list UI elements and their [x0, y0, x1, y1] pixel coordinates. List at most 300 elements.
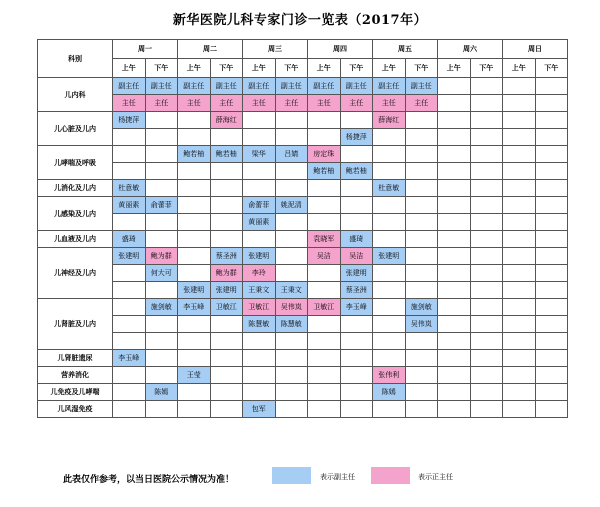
empty-slot-cell — [113, 282, 146, 299]
day-header: 周四 — [308, 40, 373, 59]
empty-slot-cell — [275, 112, 308, 129]
empty-slot-cell — [438, 299, 471, 316]
empty-slot-cell — [113, 265, 146, 282]
legend-chief-label: 表示正主任 — [418, 473, 453, 481]
empty-slot-cell — [178, 129, 211, 146]
schedule-row — [38, 282, 568, 299]
empty-slot-cell — [210, 367, 243, 384]
empty-slot-cell — [535, 197, 568, 214]
empty-slot-cell — [503, 112, 536, 129]
chief-doctor-cell: 李玲 — [243, 265, 276, 282]
empty-slot-cell — [340, 214, 373, 231]
day-header: 周六 — [438, 40, 503, 59]
schedule-row — [38, 146, 568, 163]
schedule-row — [38, 214, 568, 231]
deputy-doctor-cell: 副主任 — [243, 78, 276, 95]
page-title: 新华医院儿科专家门诊一览表（2017年） — [172, 13, 428, 28]
empty-slot-cell — [405, 197, 438, 214]
empty-slot-cell — [535, 350, 568, 367]
empty-slot-cell — [438, 316, 471, 333]
deputy-doctor-cell: 俞蕾菲 — [243, 197, 276, 214]
empty-slot-cell — [373, 146, 406, 163]
deputy-doctor-cell: 副主任 — [210, 78, 243, 95]
empty-slot-cell — [503, 350, 536, 367]
dept-name: 儿血液及儿内 — [38, 231, 113, 248]
empty-slot-cell — [405, 248, 438, 265]
empty-slot-cell — [178, 163, 211, 180]
empty-slot-cell — [535, 214, 568, 231]
schedule-row — [38, 333, 568, 350]
empty-slot-cell — [275, 214, 308, 231]
empty-slot-cell — [210, 401, 243, 418]
empty-slot-cell — [470, 95, 503, 112]
empty-slot-cell — [503, 197, 536, 214]
empty-slot-cell — [503, 282, 536, 299]
morning-header: 上午 — [373, 59, 406, 78]
empty-slot-cell — [178, 316, 211, 333]
empty-slot-cell — [503, 299, 536, 316]
chief-doctor-cell: 吴洁 — [308, 248, 341, 265]
deputy-doctor-cell: 施剑敏 — [405, 299, 438, 316]
empty-slot-cell — [210, 129, 243, 146]
empty-slot-cell — [405, 129, 438, 146]
empty-slot-cell — [275, 231, 308, 248]
empty-slot-cell — [503, 78, 536, 95]
empty-slot-cell — [145, 146, 178, 163]
empty-slot-cell — [178, 333, 211, 350]
schedule-row — [38, 197, 568, 214]
empty-slot-cell — [535, 146, 568, 163]
empty-slot-cell — [470, 214, 503, 231]
deputy-doctor-cell: 黄丽素 — [113, 197, 146, 214]
empty-slot-cell — [438, 367, 471, 384]
empty-slot-cell — [178, 197, 211, 214]
empty-slot-cell — [340, 316, 373, 333]
deputy-doctor-cell: 何大可 — [145, 265, 178, 282]
deputy-doctor-cell: 鲍若柚 — [178, 146, 211, 163]
schedule-row — [38, 367, 568, 384]
schedule-row — [38, 112, 568, 129]
deputy-doctor-cell: 副主任 — [178, 78, 211, 95]
dept-name: 儿肾脏及儿内 — [38, 299, 113, 350]
deputy-doctor-cell: 副主任 — [275, 78, 308, 95]
empty-slot-cell — [373, 214, 406, 231]
chief-doctor-cell: 主任 — [243, 95, 276, 112]
empty-slot-cell — [470, 316, 503, 333]
deputy-doctor-cell: 副主任 — [308, 78, 341, 95]
chief-doctor-cell: 袁晓军 — [308, 231, 341, 248]
deputy-doctor-cell: 鲍若柚 — [308, 163, 341, 180]
empty-slot-cell — [470, 78, 503, 95]
empty-slot-cell — [503, 180, 536, 197]
empty-slot-cell — [113, 299, 146, 316]
empty-slot-cell — [503, 367, 536, 384]
empty-slot-cell — [405, 231, 438, 248]
empty-slot-cell — [210, 163, 243, 180]
schedule-row — [38, 248, 568, 265]
legend-deputy-label: 表示副主任 — [320, 473, 355, 481]
empty-slot-cell — [373, 350, 406, 367]
day-header: 周一 — [113, 40, 178, 59]
empty-slot-cell — [275, 180, 308, 197]
empty-slot-cell — [113, 214, 146, 231]
empty-slot-cell — [470, 146, 503, 163]
deputy-doctor-cell: 盛琦 — [113, 231, 146, 248]
empty-slot-cell — [535, 333, 568, 350]
afternoon-header: 下午 — [275, 59, 308, 78]
empty-slot-cell — [373, 197, 406, 214]
empty-slot-cell — [308, 350, 341, 367]
chief-doctor-cell: 吴洁 — [340, 248, 373, 265]
empty-slot-cell — [243, 180, 276, 197]
header-halfday-row — [38, 59, 568, 78]
empty-slot-cell — [145, 112, 178, 129]
schedule-row — [38, 384, 568, 401]
empty-slot-cell — [503, 95, 536, 112]
morning-header: 上午 — [113, 59, 146, 78]
empty-slot-cell — [145, 333, 178, 350]
deputy-doctor-cell: 副主任 — [113, 78, 146, 95]
empty-slot-cell — [340, 367, 373, 384]
empty-slot-cell — [210, 180, 243, 197]
schedule-row — [38, 163, 568, 180]
empty-slot-cell — [438, 401, 471, 418]
empty-slot-cell — [308, 401, 341, 418]
deputy-doctor-cell: 姚泥清 — [275, 197, 308, 214]
day-header: 周日 — [503, 40, 568, 59]
chief-doctor-cell: 主任 — [145, 95, 178, 112]
empty-slot-cell — [178, 265, 211, 282]
empty-slot-cell — [438, 384, 471, 401]
empty-slot-cell — [405, 265, 438, 282]
empty-slot-cell — [243, 333, 276, 350]
empty-slot-cell — [340, 112, 373, 129]
empty-slot-cell — [340, 146, 373, 163]
empty-slot-cell — [503, 384, 536, 401]
schedule-row — [38, 350, 568, 367]
empty-slot-cell — [308, 112, 341, 129]
deputy-doctor-cell: 施剑敏 — [145, 299, 178, 316]
empty-slot-cell — [470, 197, 503, 214]
empty-slot-cell — [438, 265, 471, 282]
empty-slot-cell — [308, 265, 341, 282]
dept-name: 儿免疫及儿哮喘 — [38, 384, 113, 401]
morning-header: 上午 — [243, 59, 276, 78]
dept-name: 儿神经及儿内 — [38, 248, 113, 299]
empty-slot-cell — [438, 163, 471, 180]
empty-slot-cell — [470, 231, 503, 248]
empty-slot-cell — [438, 333, 471, 350]
empty-slot-cell — [113, 367, 146, 384]
deputy-doctor-cell: 李玉峰 — [178, 299, 211, 316]
deputy-doctor-cell: 王秉文 — [275, 282, 308, 299]
empty-slot-cell — [178, 112, 211, 129]
deputy-doctor-cell: 吴伟岚 — [405, 316, 438, 333]
empty-slot-cell — [470, 282, 503, 299]
empty-slot-cell — [145, 163, 178, 180]
empty-slot-cell — [438, 197, 471, 214]
schedule-row — [38, 401, 568, 418]
day-header: 周五 — [373, 40, 438, 59]
empty-slot-cell — [340, 180, 373, 197]
dept-name: 儿心脏及儿内 — [38, 112, 113, 146]
empty-slot-cell — [275, 401, 308, 418]
morning-header: 上午 — [438, 59, 471, 78]
chief-doctor-cell: 房定珠 — [308, 146, 341, 163]
empty-slot-cell — [243, 129, 276, 146]
schedule-row — [38, 95, 568, 112]
empty-slot-cell — [145, 367, 178, 384]
empty-slot-cell — [503, 265, 536, 282]
empty-slot-cell — [470, 129, 503, 146]
empty-slot-cell — [210, 197, 243, 214]
empty-slot-cell — [210, 214, 243, 231]
empty-slot-cell — [243, 367, 276, 384]
deputy-doctor-cell: 李玉峰 — [340, 299, 373, 316]
empty-slot-cell — [438, 180, 471, 197]
empty-slot-cell — [470, 112, 503, 129]
deputy-doctor-cell: 李玉峰 — [113, 350, 146, 367]
empty-slot-cell — [210, 384, 243, 401]
empty-slot-cell — [178, 214, 211, 231]
empty-slot-cell — [373, 333, 406, 350]
empty-slot-cell — [503, 129, 536, 146]
empty-slot-cell — [405, 112, 438, 129]
deputy-doctor-cell: 盛琦 — [340, 231, 373, 248]
empty-slot-cell — [405, 282, 438, 299]
empty-slot-cell — [535, 282, 568, 299]
empty-slot-cell — [113, 146, 146, 163]
empty-slot-cell — [503, 401, 536, 418]
empty-slot-cell — [178, 248, 211, 265]
empty-slot-cell — [535, 180, 568, 197]
empty-slot-cell — [308, 129, 341, 146]
deputy-doctor-cell: 张建明 — [210, 282, 243, 299]
dept-name: 儿消化及儿内 — [38, 180, 113, 197]
schedule-row — [38, 180, 568, 197]
empty-slot-cell — [535, 78, 568, 95]
schedule-row — [38, 231, 568, 248]
chief-doctor-cell: 主任 — [308, 95, 341, 112]
dept-name: 儿肾脏遗尿 — [38, 350, 113, 367]
dept-name: 营养消化 — [38, 367, 113, 384]
empty-slot-cell — [340, 350, 373, 367]
empty-slot-cell — [113, 163, 146, 180]
deputy-doctor-cell: 张建明 — [243, 248, 276, 265]
schedule-row — [38, 129, 568, 146]
empty-slot-cell — [438, 248, 471, 265]
deputy-doctor-cell: 张建明 — [178, 282, 211, 299]
empty-slot-cell — [113, 384, 146, 401]
empty-slot-cell — [340, 197, 373, 214]
deputy-doctor-cell: 鲍若柚 — [210, 146, 243, 163]
empty-slot-cell — [373, 231, 406, 248]
empty-slot-cell — [470, 163, 503, 180]
empty-slot-cell — [438, 282, 471, 299]
empty-slot-cell — [243, 384, 276, 401]
day-header: 周三 — [243, 40, 308, 59]
morning-header: 上午 — [308, 59, 341, 78]
empty-slot-cell — [535, 95, 568, 112]
empty-slot-cell — [178, 231, 211, 248]
empty-slot-cell — [535, 316, 568, 333]
empty-slot-cell — [405, 214, 438, 231]
empty-slot-cell — [243, 163, 276, 180]
empty-slot-cell — [308, 197, 341, 214]
chief-doctor-cell: 薛海红 — [373, 112, 406, 129]
deputy-doctor-cell: 蔡圣洲 — [340, 282, 373, 299]
empty-slot-cell — [243, 350, 276, 367]
empty-slot-cell — [470, 367, 503, 384]
empty-slot-cell — [113, 316, 146, 333]
schedule-row — [38, 265, 568, 282]
empty-slot-cell — [373, 282, 406, 299]
empty-slot-cell — [275, 129, 308, 146]
chief-doctor-cell: 主任 — [340, 95, 373, 112]
empty-slot-cell — [340, 401, 373, 418]
empty-slot-cell — [145, 231, 178, 248]
empty-slot-cell — [210, 316, 243, 333]
empty-slot-cell — [373, 163, 406, 180]
deputy-doctor-cell: 卫敏江 — [210, 299, 243, 316]
deputy-doctor-cell: 陈慧敏 — [275, 316, 308, 333]
empty-slot-cell — [275, 163, 308, 180]
chief-doctor-cell: 主任 — [178, 95, 211, 112]
dept-name: 儿哮喘及呼吸 — [38, 146, 113, 180]
deputy-doctor-cell: 陈嫣 — [145, 384, 178, 401]
afternoon-header: 下午 — [340, 59, 373, 78]
empty-slot-cell — [145, 316, 178, 333]
empty-slot-cell — [340, 333, 373, 350]
empty-slot-cell — [178, 350, 211, 367]
dept-name: 儿内科 — [38, 78, 113, 112]
schedule-row — [38, 78, 568, 95]
empty-slot-cell — [340, 384, 373, 401]
empty-slot-cell — [113, 401, 146, 418]
empty-slot-cell — [275, 367, 308, 384]
empty-slot-cell — [535, 231, 568, 248]
chief-doctor-cell: 鲍为群 — [210, 265, 243, 282]
empty-slot-cell — [438, 78, 471, 95]
empty-slot-cell — [438, 129, 471, 146]
chief-doctor-cell: 卫敏江 — [243, 299, 276, 316]
empty-slot-cell — [178, 180, 211, 197]
empty-slot-cell — [275, 350, 308, 367]
deputy-doctor-cell: 张建明 — [340, 265, 373, 282]
empty-slot-cell — [145, 129, 178, 146]
chief-doctor-cell: 主任 — [405, 95, 438, 112]
deputy-doctor-cell: 俞蕾菲 — [145, 197, 178, 214]
schedule-row — [38, 299, 568, 316]
empty-slot-cell — [178, 401, 211, 418]
deputy-doctor-cell: 包军 — [243, 401, 276, 418]
empty-slot-cell — [145, 401, 178, 418]
empty-slot-cell — [405, 180, 438, 197]
empty-slot-cell — [275, 333, 308, 350]
empty-slot-cell — [405, 163, 438, 180]
empty-slot-cell — [535, 384, 568, 401]
empty-slot-cell — [405, 384, 438, 401]
empty-slot-cell — [145, 350, 178, 367]
empty-slot-cell — [470, 333, 503, 350]
dept-name: 儿感染及儿内 — [38, 197, 113, 231]
afternoon-header: 下午 — [470, 59, 503, 78]
empty-slot-cell — [405, 146, 438, 163]
empty-slot-cell — [178, 384, 211, 401]
deputy-doctor-cell: 陈慧敏 — [243, 316, 276, 333]
empty-slot-cell — [535, 265, 568, 282]
empty-slot-cell — [145, 282, 178, 299]
empty-slot-cell — [275, 265, 308, 282]
empty-slot-cell — [308, 214, 341, 231]
deputy-doctor-cell: 黄丽素 — [243, 214, 276, 231]
afternoon-header: 下午 — [145, 59, 178, 78]
morning-header: 上午 — [503, 59, 536, 78]
empty-slot-cell — [113, 129, 146, 146]
chief-doctor-cell: 张伟利 — [373, 367, 406, 384]
afternoon-header: 下午 — [210, 59, 243, 78]
chief-doctor-cell: 主任 — [373, 95, 406, 112]
empty-slot-cell — [113, 333, 146, 350]
deputy-doctor-cell: 副主任 — [373, 78, 406, 95]
empty-slot-cell — [275, 384, 308, 401]
chief-doctor-cell: 主任 — [210, 95, 243, 112]
empty-slot-cell — [373, 129, 406, 146]
empty-slot-cell — [243, 112, 276, 129]
empty-slot-cell — [503, 163, 536, 180]
empty-slot-cell — [503, 231, 536, 248]
empty-slot-cell — [405, 367, 438, 384]
chief-doctor-cell: 鲍为群 — [145, 248, 178, 265]
empty-slot-cell — [243, 231, 276, 248]
empty-slot-cell — [210, 350, 243, 367]
empty-slot-cell — [470, 248, 503, 265]
deputy-doctor-cell: 陈嫣 — [373, 384, 406, 401]
empty-slot-cell — [438, 231, 471, 248]
empty-slot-cell — [470, 265, 503, 282]
empty-slot-cell — [275, 248, 308, 265]
empty-slot-cell — [438, 350, 471, 367]
schedule-row — [38, 316, 568, 333]
afternoon-header: 下午 — [405, 59, 438, 78]
empty-slot-cell — [470, 350, 503, 367]
empty-slot-cell — [503, 333, 536, 350]
empty-slot-cell — [438, 214, 471, 231]
empty-slot-cell — [535, 299, 568, 316]
empty-slot-cell — [308, 367, 341, 384]
empty-slot-cell — [308, 316, 341, 333]
schedule-table — [37, 39, 568, 418]
morning-header: 上午 — [178, 59, 211, 78]
empty-slot-cell — [503, 214, 536, 231]
empty-slot-cell — [535, 401, 568, 418]
deputy-doctor-cell: 副主任 — [340, 78, 373, 95]
day-header: 周二 — [178, 40, 243, 59]
empty-slot-cell — [308, 384, 341, 401]
chief-doctor-cell: 卫敏江 — [308, 299, 341, 316]
deputy-doctor-cell: 张建明 — [113, 248, 146, 265]
empty-slot-cell — [535, 367, 568, 384]
empty-slot-cell — [308, 282, 341, 299]
header-days-row — [38, 40, 568, 59]
empty-slot-cell — [210, 333, 243, 350]
empty-slot-cell — [373, 316, 406, 333]
empty-slot-cell — [373, 299, 406, 316]
empty-slot-cell — [535, 112, 568, 129]
empty-slot-cell — [405, 350, 438, 367]
deputy-doctor-cell: 杨捷萍 — [340, 129, 373, 146]
empty-slot-cell — [145, 214, 178, 231]
